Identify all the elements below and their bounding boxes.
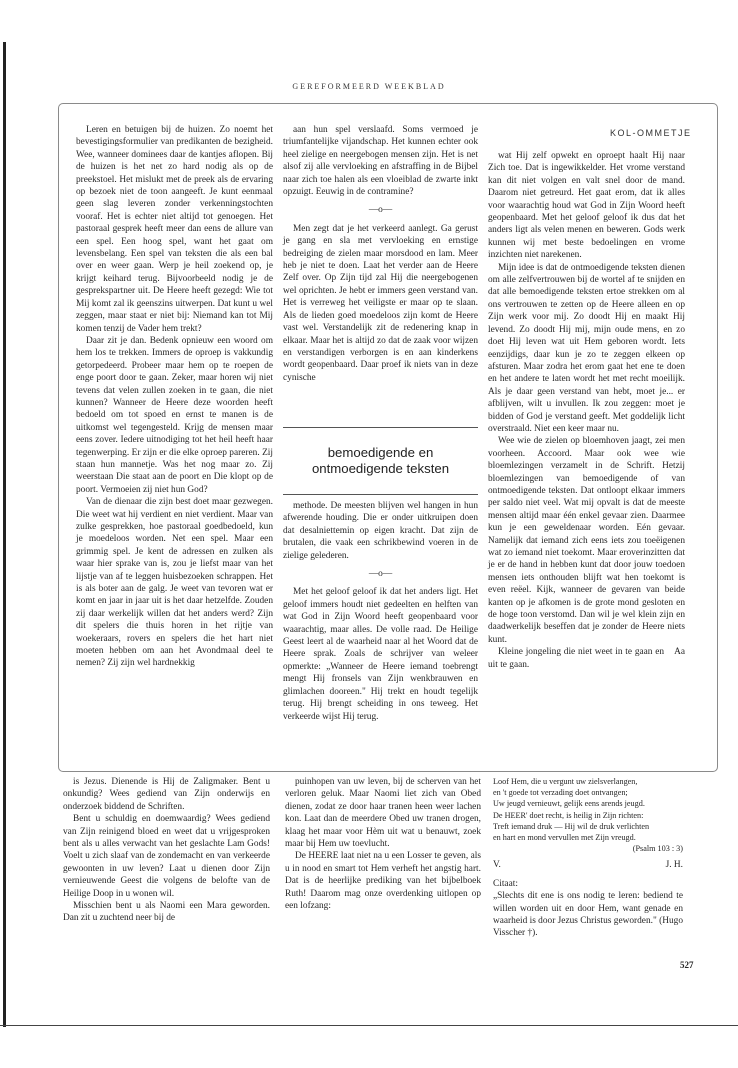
box-column-2-bottom	[283, 500, 478, 723]
poem-line: Loof Hem, die u vergunt uw zielsverlangen,	[493, 777, 638, 786]
paragraph: methode. De meesten blijven wel hangen in hun afwerende houding. Die er onder uitkruipen doen dat desalniettemin op eigen kracht. Dat zijn de brutalen, die vaak een schrikbewind voeren in de zielige gelederen.	[283, 501, 478, 561]
psalm-poem	[493, 776, 683, 854]
bottom-column-1	[63, 776, 270, 925]
box-column-2-top	[283, 124, 478, 384]
box-column-1	[76, 124, 273, 670]
left-edge-rule	[3, 42, 6, 1027]
poem-line: en 't goede tot verzading doet ontvangen;	[493, 788, 628, 798]
poem-line: en hart en mond vervullen met Zijn vreugd.	[493, 833, 636, 843]
paragraph: Misschien bent u als Naomi een Mara geworden. Dan zit u zuchtend neer bij de	[63, 901, 270, 924]
section-separator: —o—	[368, 205, 393, 216]
bottom-edge-rule	[0, 1025, 738, 1026]
poem-line: De HEER' doet recht, is heilig in Zijn richten:	[493, 810, 644, 820]
paragraph: Bent u schuldig en doemwaardig? Wees gediend van Zijn reinigend bloed en weet dat u vrijgesproken bent als u alles verwacht van het geslachte Lam Gods! Voelt u zich slaaf van de zondemacht en van verkeerde gewoonten in uw leven? Laat u dienen door Zijn vernieuwende Geest die volgens de belofte van de Heilige Doop in u wonen wil.	[63, 814, 270, 899]
quote-block	[493, 878, 683, 940]
page-number: 527	[680, 960, 694, 970]
paragraph: Met het geloof geloof ik dat het anders ligt. Het geloof immers houdt niet gedeelten en helften van wat God in Zijn Woord heeft geopenbaard voor waarachtig, maar alles. De volle raad. De Heilige Geest leert al de waarheid naar al het Woord dat de Heere sprak. Zoals de schrijver van weleer opmerkte: „Wanneer de Heere iemand toebrengt mengt Hij fronsels van Zijn wenkbrauwen en glimlachen dooreen." Hij trekt en houdt tegelijk terug. Hij brengt scheiding in ons teweeg. Het verkeerde wijst Hij terug.	[283, 587, 478, 722]
paragraph: is Jezus. Dienende is Hij de Zaligmaker. Bent u onkundig? Wees gediend van Zijn onderwijs en onderzoek biddend de Schriften.	[63, 777, 270, 812]
paragraph: Leren en betuigen bij de huizen. Zo noemt het bevestigingsformulier van predikanten de bezigheid. Wee, wanneer dominees daar de kantjes aflopen. Bij de huizen is het net zo hard nodig als op de preekstoel. Het mislukt met de preek als de ervaring op bezoek niet de toon aangeeft. Je kunt eenmaal geen slag leveren zonder verkenningstochten vooraf. Het is echter niet altijd tot genoegen. Het pastoraal gesprek heeft meer dan eens de allure van een spel. Een hoog spel, want het gaat om levensbelang. Een spel van teksten die als een bal over en weer gaan. Werp je heil zoekend op, je krijgt keihard terug. Bijvoorbeeld nodig je de gesprekspartner uit. De Heere heeft gezegd: Wie tot Mij komt zal ik geenszins uitwerpen. Dat kunt u wel zeggen, maar staat er niet bij: Niemand kan tot Mij komen tenzij de Vader hem trekt?	[76, 125, 273, 334]
signature-right: J. H.	[665, 860, 683, 871]
section-separator: —o—	[368, 569, 393, 580]
paragraph: De HEERE laat niet na u een Losser te geven, als u in nood en smart tot Hem verheft het angstig hart. Dat is de heerlijke prediking van het bijbelboek Ruth! Daarom mag onze overdenking uitlopen op een lofzang:	[285, 851, 481, 912]
bottom-column-3	[493, 776, 683, 940]
quote-label: Citaat:	[493, 878, 518, 889]
bottom-column-2	[285, 776, 481, 912]
paragraph: Wee wie de zielen op bloemhoven jaagt, zei men voorheen. Accoord. Maar ook wee wie bloemlezingen verzamelt in de Schrift. Hetzij bloemlezingen van bemoedigende of van ontmoedigende teksten. Dat ontloopt elkaar immers per saldo niet veel. Wat mij opvalt is dat de meeste mensen altijd maar één enkel gevaar zien. Daarmee kun je een geweldenaar worden. Eén gevaar. Namelijk dat iemand zich eens iets zou toeëigenen wat zo iemand niet toekomt. Maar eroverinzitten dat je er de hand in hebben kunt dat door jouw toedoen mensen iets onthouden blijft wat hen toekomt is even reëel. Kijk, wanneer de gevaren van beide kanten op je afkomen is de grote mond gesloten en de hoge toon verstomd. Dan wil je wel klein zijn en daadwerkelijk beseffen dat je zonder de Heere niets kunt.	[488, 436, 685, 645]
feature-title: bemoedigende en ontmoedigende teksten	[283, 427, 478, 495]
quote-text: „Slechts dit ene is ons nodig te leren: bediend te willen worden uit en door Hem, want genade en waarheid is door Jezus Christus geworden." (Hugo Visscher †).	[493, 891, 683, 939]
poem-line: Uw jeugd vernieuwt, gelijk eens arends jeugd.	[493, 799, 645, 809]
psalm-reference: (Psalm 103 : 3)	[632, 844, 683, 854]
box-column-3	[488, 150, 685, 671]
closing-text: Kleine jongeling die niet weet in te gaan en uit te gaan.	[488, 647, 665, 670]
signature-row	[493, 859, 683, 871]
poem-line: Treft iemand druk — Hij wil de druk verlichten	[493, 821, 650, 831]
paragraph: puinhopen van uw leven, bij de scherven van het verloren geluk. Maar Naomi liet zich van Obed dienen, zodat ze door haar tranen heen weer lachen kon. Laat dan de meerdere Obed uw tranen drogen, klaag het maar voor Hèm uit wat u benauwt, zoek maar bij Hem uw toevlucht.	[285, 777, 481, 850]
signature-left: V.	[493, 860, 501, 871]
paragraph: Men zegt dat je het verkeerd aanlegt. Ga gerust je gang en sla met vervloeking en ernstige bedreiging de zielen maar morsdood en lam. Meer heb je niet te doen. Laat het verder aan de Heere Zelf over. Op Zijn tijd zal Hij die neergebogenen wel oprichten. Je hebt er immers geen verstand van. Het is verreweg het veiligste er maar op te slaan. Als de lieden goed moedeloos zijn komt de Heere vast wel. Verstandelijk zit de redenering knap in elkaar. Maar het is altijd zo dat de zaak voor wijzen en verstandigen verborgen is en aan kinderkens wordt geopenbaard. Daar proef ik niets van in deze cynische	[283, 223, 478, 383]
running-header: GEREFORMEERD WEEKBLAD	[292, 82, 446, 91]
closing-line	[488, 646, 685, 671]
column-title: KOL-OMMETJE	[610, 128, 692, 138]
paragraph: aan hun spel verslaafd. Soms vermoed je triumfantelijke vijandschap. Het kunnen echter ook heel zielige en neergebogen mensen zijn. Het is net alsof zij alle vervloeking en afstraffing in de Bijbel naar zich toe halen als een vloeiblad de zwarte inkt opzuigt. Eeuwig in de contramine?	[283, 125, 478, 198]
paragraph: wat Hij zelf opwekt en oproept haalt Hij naar Zich toe. Dat is ingewikkelder. Het vrome verstand kan dit niet volgen en valt snel door de mand. Daarom niet getreurd. Het gaat erom, dat ik alles voor waarachtig houd wat God in Zijn Woord heeft geopenbaard. Met het geloof geloof ik dus dat het anders ligt als velen menen en beweren. Gods werk kunnen wij met beste bedoelingen en vrome inzichten niet narekenen.	[488, 151, 685, 261]
paragraph: Van de dienaar die zijn best doet maar gezwegen. Die weet wat hij verdient en niet verdient. Maar van zulke gesprekken, hoe pastoraal goedbedoeld, kun je moedeloos worden. Net een spel. Maar een grimmig spel. Je kent de adressen en zulken als waar hier sprake van is, zou je liefst maar van het lijstje van af te leggen huisbezoeken schrappen. Het is als boter aan de galg. Je weet van tevoren wat er komt en jaar in jaar uit is het daar hetzelfde. Zouden zij daar werkelijk willen dat het anders werd? Zijn dit spelers die thuis horen in het rijtje van woekeraars, rovers en spelers die het hart niet moeten hebben om aan het Avondmaal deel te nemen? Zij zijn wel hardnekkig	[76, 497, 273, 669]
paragraph: Daar zit je dan. Bedenk opnieuw een woord om hem los te trekken. Immers de oproep is vakkundig getorpedeerd. Probeer maar hem op te roepen de enge poort door te gaan. Zeker, maar horen wij niet tevens dat velen zullen zoeken in te gaan, die niet kunnen? Wanneer de Heere deze woorden heeft bedoeld om tot spoed en ernst te manen is de uitkomst wel tegengesteld. Krijg de mensen maar eens zover. Iedere uitnodiging tot het heil heeft haar tegenwerping. Er zijn er die elke oproep pareren. Zij staan hun mannetje. Was het nog maar zo. Zij weerstaan Die staat aan de poort en Die klopt op de poort. Vermoeien zij niet hun God?	[76, 335, 273, 495]
author-initials: Aa	[674, 647, 685, 658]
paragraph: Mijn idee is dat de ontmoedigende teksten dienen om alle zelfvertrouwen bij de wortel af te snijden en dat alle bemoedigende teksten ertoe strekken om al ons vertrouwen te zetten op de Heere alleen en op Zijn werk voor mij. Zo doodt Hij en maakt Hij levend. Zo doodt Hij mij, mijn oude mens, en zo doet Hij leven wat uit Hem geboren wordt. Iets eenzijdigs, daar kun je zo te zeggen elkeen op afsturen. Maar zodra het erom gaat het ene te doen en het andere te laten wordt het met recht moeilijk. Als je daar geen verstand van hebt, moet je... er afblijven, wilt u invullen. Ik zou zeggen: moet je bidden of God je verstand geeft. Met goddelijk licht overstraald. Niet een keer maar nu.	[488, 262, 685, 434]
